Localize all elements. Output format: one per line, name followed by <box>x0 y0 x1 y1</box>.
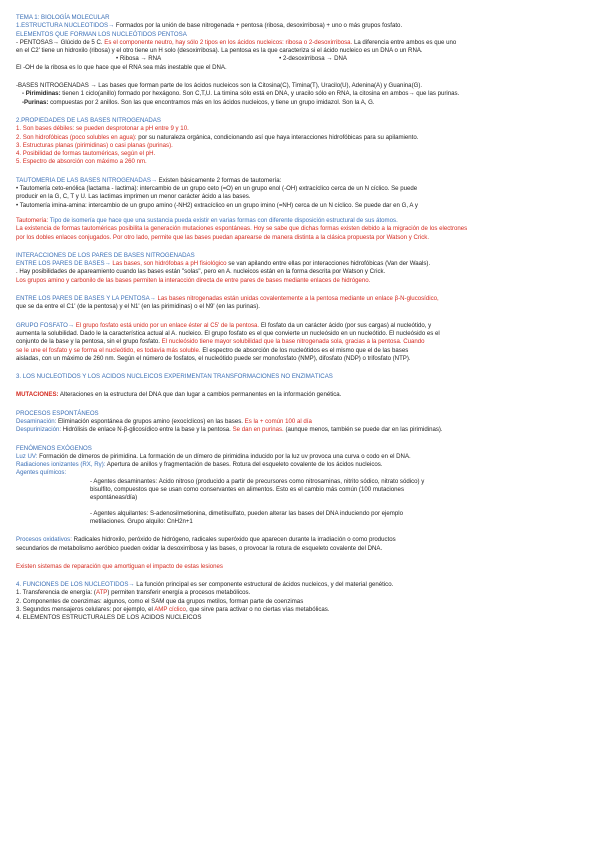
agent-line-3: espontáneas/día) <box>90 494 138 502</box>
mutations-line <box>16 391 590 399</box>
deamination-label: Desaminación: <box>16 417 57 425</box>
property-3: 3. Estructuras planas (pirimidinas) o casi planas (purinas). <box>16 141 173 149</box>
tautomeria-2 <box>16 202 590 210</box>
property-2-text: por su naturaleza orgánica, condicionando así que haya interacciones hidrofóbicas para su apilamiento. <box>136 133 419 141</box>
oxidative-label: Procesos oxidativos: <box>16 536 72 544</box>
transformations-heading: 3. LOS NUCLEÓTIDOS Y LOS ÁCIDOS NUCLEICOS EXPERIMENTAN TRANSFORMACIONES NO ENZIMÁTICAS <box>16 373 333 381</box>
depurination-line <box>16 426 590 434</box>
radiation-text: Apertura de anillos y fragmentación de bases. Rotura del esqueleto covalente de los ácidos nucleicos. <box>105 461 383 469</box>
bases-line: -BASES NITROGENADAS → Las bases que forman parte de los ácidos nucleicos son la Citosina(C), Timina(T), Uracilo(U), Adenina(A) y Guanina(G). <box>16 82 423 90</box>
uv-text: Formación de dímeros de pirimidina. La formación de un dímero de pirimidina inducido por la luz uv provoca una curva o codo en el DNA. <box>37 452 411 460</box>
pentosas-label: - PENTOSAS→ Glúcido de 5 C. <box>16 38 103 46</box>
property-2-label: 2. Son hidrofóbicas (poco solubles en agua): <box>16 133 137 141</box>
function-1-atp: ATP <box>95 589 108 597</box>
property-4: 4. Posibilidad de formas tautoméricas, según el pH. <box>16 150 156 158</box>
tautomeria-definition <box>16 217 590 225</box>
oxidative-text: Radicales hidroxilo, peróxido de hidrógeno, radicales superóxido que aparecen durante la irradiación o como productos <box>71 536 396 544</box>
agent-line-1: - Agentes desaminantes: Ácido nitroso (producido a partir de precursores como nitrosaminas, nitrito sódico, nitrato sódico) y <box>90 477 425 485</box>
purinas-line <box>16 99 590 107</box>
tautomeria-1-label: • Tautomería ceto-enólica (lactama - lactima): <box>16 185 139 193</box>
tautomeria-heading <box>16 177 590 185</box>
agent-line-4: - Agentes alquilantes: S-adenosilmetionina, dimetilsulfato, pueden alterar las bases del DNA induciendo por ejemplo <box>90 509 404 517</box>
pirimidinas-label: - Pirimidinas: <box>22 90 61 98</box>
oxidative-line-1 <box>16 536 590 544</box>
mutations-text: Alteraciones en la estructura del DNA que dan lugar a cambios permanentes en la información genética. <box>58 391 342 399</box>
desoxirribosa-item: • 2-desoxirribosa → DNA <box>279 55 347 63</box>
oh-line: El -OH de la ribosa es lo que hace que el RNA sea más inestable que el DNA. <box>16 63 227 71</box>
agent-line-5: metilaciones. Grupo alquilo: CnH2n+1 <box>90 517 193 525</box>
purinas-label: -Purinas: <box>22 98 49 106</box>
depurination-extra: (aunque menos, también se puede dar en las pirimidinas). <box>283 426 443 434</box>
ribose-row <box>16 55 590 63</box>
tautomeria-definition-text: Tipo de isomería que hace que una sustancia pueda existir en varias formas con diferente disposición estructural de sus átomos. <box>48 216 398 224</box>
elements-subheading: ELEMENTOS QUE FORMAN LOS NUCLEÓTIDOS PENTOSA <box>16 30 187 38</box>
oxidative-line-2: secundarios de metabolismo aeróbico pueden oxidar la desoxirribosa y las bases, o provocar la rotura de esqueleto covalente del DNA. <box>16 544 383 552</box>
pentosas-rest: La diferencia entre ambos es que uno <box>352 38 457 46</box>
interactions-label: ENTRE LOS PARES DE BASES→ <box>16 260 111 268</box>
pentosas-red-text: Es el componente neutro, hay sólo 2 tipos en los ácidos nucleicos: ribosa o 2-desoxirribosa. <box>102 38 353 46</box>
function-1-c: ) permiten transferir energía a procesos metabólicos. <box>107 589 251 597</box>
depurination-text: Hidrólisis de enlace N-β-glicosídico entre la base y la pentosa. <box>61 426 231 434</box>
tautomeria-note-1: La existencia de formas tautoméricas posibilita la generación mutaciones espontáneas. Hoy se sabe que dichas formas existen debido a la migración de los electrones <box>16 225 468 233</box>
function-3-c: , que sirve para activar o no ciertas vías metabólicas. <box>185 606 330 614</box>
phosphate-line-4-b: El espectro de absorción de los nucleótidos es el mismo que el de las bases <box>200 346 409 354</box>
function-1-a: 1. Transferencia de energía: ( <box>16 589 96 597</box>
tautomeria-2-label: • Tautomería imina-amina: <box>16 201 87 209</box>
ribosa-item: • Ribosa → RNA <box>116 55 162 63</box>
pentosas-line-2: en el C2' tiene un hidroxilo (ribosa) y el otro tiene un H solo (desoxirribosa). La pentosa es la que caracteriza si el ácido nucleico es un DNA o un RNA. <box>16 47 423 55</box>
pentose-label: ENTRE LOS PARES DE BASES Y LA PENTOSA→ <box>16 295 156 303</box>
functions-heading-label: 4. FUNCIONES DE LOS NUCLEÓTIDOS→ <box>16 581 135 589</box>
pentosas-line-1 <box>16 39 590 47</box>
tautomeria-heading-label: TAUTOMERÍA DE LAS BASES NITROGENADAS→ <box>16 176 157 184</box>
function-4: 4. ELEMENTOS ESTRUCTURALES DE LOS ÁCIDOS NUCLEICOS <box>16 614 202 622</box>
structure-heading-label: 1.ESTRUCTURA NUCLEÓTIDOS→ <box>16 22 115 30</box>
phosphate-text: El fosfato da un carácter ácido (por sus cargas) al nucleótido, y <box>259 321 432 329</box>
functions-heading-text: La función principal es ser componente estructural de ácidos nucleicos, y del material genético. <box>134 581 394 589</box>
tautomeria-note-2: por los dobles enlaces conjugados. Por otro lado, permite que las bases puedan aparearse de manera distinta a la clásica propuesta por Watson y Crick. <box>16 233 430 241</box>
pentose-red-text: Las bases nitrogenadas están unidas covalentemente a la pentosa mediante un enlace β-N-glucosídico, <box>155 295 439 303</box>
exogenous-heading: FENÓMENOS EXÓGENOS <box>16 444 92 452</box>
tautomeria-definition-label: Tautomería: <box>16 216 49 224</box>
phosphate-line-5: aisladas, con un máximo de 260 nm. Según el número de fosfatos, el nucleótido puede ser monofosfato (NMP), difosfato (NDP) o trifosfato (NTP). <box>16 354 411 362</box>
structure-heading <box>16 22 590 30</box>
deamination-text: Eliminación espontánea de grupos amino (exocíclicos) en las bases. <box>56 417 243 425</box>
depurination-note: Se dan en purinas. <box>230 426 284 434</box>
function-3-a: 3. Segundos mensajeros celulares: por ejemplo, el <box>16 606 155 614</box>
agent-line-2: bisulfito, compuestos que se usan como conservantes en alimentos. Esto es el cambio más común (100 mutaciones <box>90 486 404 494</box>
tautomeria-1 <box>16 185 590 193</box>
phosphate-line-1 <box>16 322 590 330</box>
property-5: 5. Espectro de absorción con máximo a 260 nm. <box>16 158 147 166</box>
phosphate-line-3-b: El nucleósido tiene mayor solubilidad que la base nitrogenada sola, gracias a la pentosa. Cuando <box>159 338 425 346</box>
tautomeria-heading-text: Existen básicamente 2 formas de tautomería: <box>156 176 282 184</box>
phosphate-line-4-a: se le une el fosfato y se forma el nucleótido, es todavía más soluble. <box>16 346 201 354</box>
uv-label: Luz UV: <box>16 452 38 460</box>
property-2 <box>16 134 590 142</box>
interactions-red-text: Las bases, son hidrófobas a pH fisiológico <box>110 260 227 268</box>
depurination-label: Despurinización: <box>16 426 62 434</box>
deamination-line <box>16 418 590 426</box>
function-3-amp: AMP cíclico <box>154 606 186 614</box>
tautomeria-2-text: intercambio de un grupo amino (-NH2) extracíclico en un grupo imino (=NH) cerca de un N cíclico. Se puede dar en G, A y <box>86 201 418 209</box>
function-1 <box>16 589 590 597</box>
phosphate-line-3 <box>16 338 590 346</box>
phosphate-line-4 <box>16 347 590 355</box>
repair-note: Existen sistemas de reparación que amortiguan el impacto de estas lesiones <box>16 562 223 570</box>
phosphate-line-3-a: conjunto de la base y la pentosa, sin el grupo fosfato. <box>16 338 160 346</box>
phosphate-label: GRUPO FOSFATO→ <box>16 321 75 329</box>
pirimidinas-text: tienen 1 ciclo(anillo) formado por hexágono. Son C,T,U. La timina sólo está en DNA, y uracilo sólo en RNA, la citosina en ambos→ que las purinas. <box>60 90 460 98</box>
uv-line <box>16 453 590 461</box>
phosphate-red-text: El grupo fosfato está unido por un enlace éster al C5' de la pentosa. <box>74 321 260 329</box>
tautomeria-1-cont: producir en la G, C, T y U. Las lactimas imprimen un menor carácter ácido a las bases. <box>16 193 251 201</box>
radiation-label: Radiaciones ionizantes (RX, Rγ): <box>16 461 106 469</box>
function-2: 2. Componentes de coenzimas: algunos, como el SAM que da grupos metilos, forman parte de coenzimas <box>16 597 304 605</box>
interactions-line-3: Los grupos amino y carbonilo de las bases permiten la interacción directa de entre pares de bases mediante enlaces de hidrógeno. <box>16 276 371 284</box>
interactions-line-2: . Hay posibilidades de apareamiento cuando las bases están "solas", pero en A. nucleicos están en la forma descrita por Watson y Crick. <box>16 268 386 276</box>
property-1: 1. Son bases débiles: se pueden desprotonar a pH entre 9 y 10. <box>16 125 189 133</box>
spontaneous-heading: PROCESOS ESPONTÁNEOS <box>16 409 99 417</box>
deamination-note: Es la + común 100 al día <box>242 417 312 425</box>
pentose-line-2: que se da entre el C1' (de la pentosa) y el N1' (en las pirimidinas) o el N9' (en las purinas). <box>16 303 260 311</box>
chemical-agents-heading: Agentes químicos: <box>16 469 67 477</box>
structure-heading-text: Formados por la unión de base nitrogenada + pentosa (ribosa, desoxirribosa) + uno o más grupos fosfato. <box>114 22 403 30</box>
tautomeria-1-text: intercambio de un grupo ceto (=O) en un grupo enol (-OH) extracíclico cerca de un N cíclico. Se puede <box>138 185 418 193</box>
interactions-line-1 <box>16 260 590 268</box>
doc-title: TEMA 1: BIOLOGÍA MOLECULAR <box>16 14 110 21</box>
function-3 <box>16 606 590 614</box>
pentose-line-1 <box>16 295 590 303</box>
purinas-text: compuestas por 2 anillos. Son las que encontramos más en los ácidos nucleicos, y tiene un grupo imidazol. Son la A, G. <box>48 98 375 106</box>
pirimidinas-line <box>16 90 590 98</box>
interactions-text: se van apilando entre ellas por interacciones hidrofóbicas (Van der Waals). <box>226 260 431 268</box>
properties-heading: 2.PROPIEDADES DE LAS BASES NITROGENADAS <box>16 116 161 124</box>
mutations-label: MUTACIONES: <box>16 391 59 399</box>
radiation-line <box>16 461 590 469</box>
phosphate-line-2: aumenta la solubilidad. Dado le la característica actual al A. nucleico. El grupo fosfato es el que convierte un nucleósido en un nucleótido. El nucleósido es el <box>16 329 440 337</box>
interactions-heading: INTERACCIONES DE LOS PARES DE BASES NITROGENADAS <box>16 251 195 259</box>
functions-heading <box>16 581 590 589</box>
